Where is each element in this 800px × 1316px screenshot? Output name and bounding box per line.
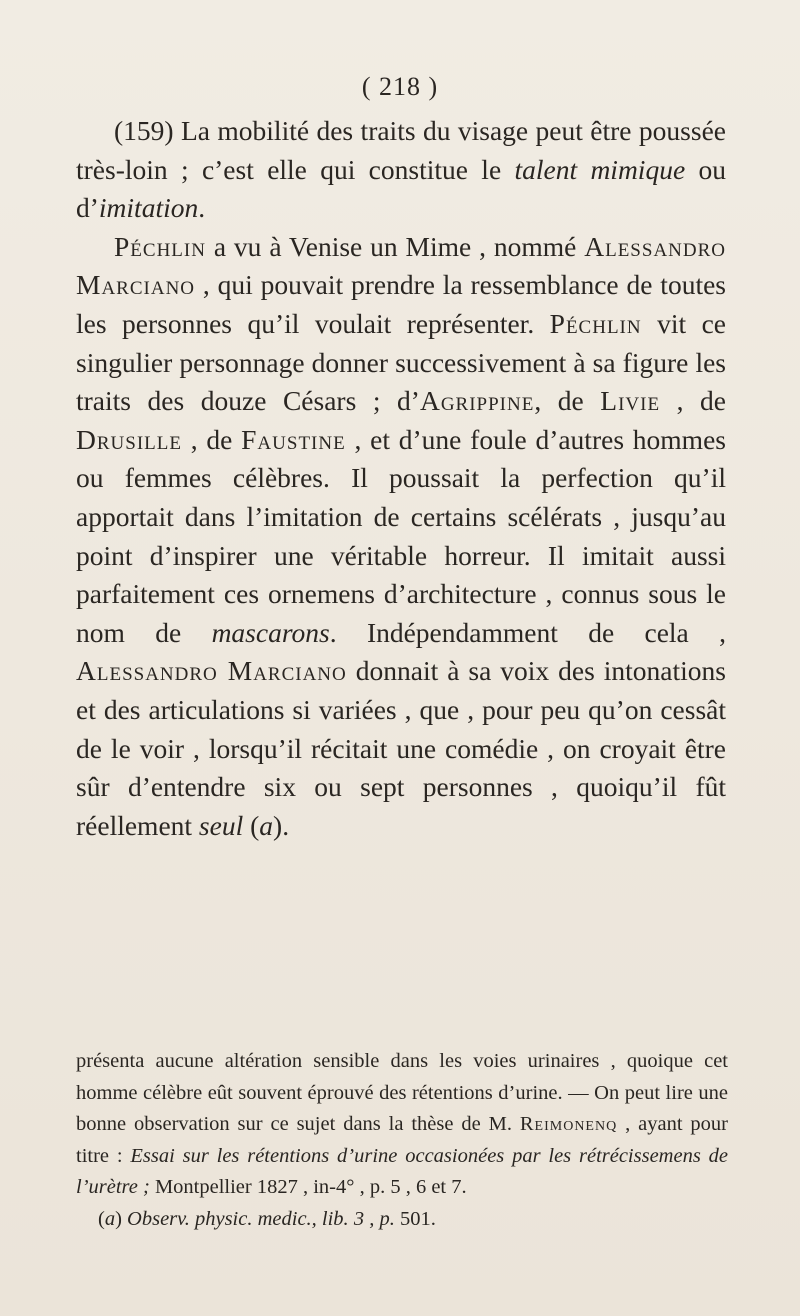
text-run-italic: imitation: [98, 192, 199, 224]
footnote-marker: a: [104, 1207, 116, 1230]
text-run: vit ce singulier personnage donner successivement à sa figure les traits des douze Césars ; d’: [76, 307, 726, 417]
text-run: . Indépendamment de cela ,: [329, 616, 726, 648]
text-run: , ayant pour titre :: [76, 1113, 729, 1167]
text-run: (: [243, 809, 260, 841]
text-run: Montpellier 1827 , in-4° , p. 5 , 6 et 7.: [149, 1176, 467, 1198]
main-text: [76, 112, 726, 845]
name-pechlin: Péchlin: [114, 230, 206, 262]
thesis-title: Essai sur les rétentions d’urine occasionées par les rétrécissemens de l’urètre ;: [76, 1144, 728, 1198]
text-run: , de: [181, 423, 242, 455]
page-number: ( 218 ): [361, 72, 439, 101]
text-run-italic: 3 ,: [348, 1207, 380, 1230]
text-run: 501.: [394, 1207, 436, 1230]
name-agrippine: Agrippine: [419, 385, 535, 417]
text-run-italic: mascarons: [211, 616, 330, 648]
paragraph-159: [76, 112, 726, 228]
footnote-marker: a: [259, 809, 274, 841]
name-alessandro-marciano: Alessandro Marciano: [76, 655, 347, 687]
text-run: donnait à sa voix des intonations et des articulations si variées , que , pour peu qu’on cessât de le voir , lorsqu’il récitait une comédie , on croyait être sûr d’entendre six ou sept personnes , quoiqu’il fût réellement: [76, 655, 726, 841]
text-run: , de: [660, 385, 727, 417]
footnotes: [76, 1046, 728, 1235]
text-run: (: [98, 1207, 105, 1230]
text-run: (159) La mobilité des traits du visage peut être poussée très-loin ; c’est elle qui constitue le: [76, 115, 726, 185]
text-run-italic: seul: [198, 809, 244, 841]
text-run: , de: [534, 385, 601, 417]
footnote-continuation: [76, 1046, 728, 1204]
name-drusille: Drusille: [76, 423, 182, 455]
text-run: , qui pouvait prendre la ressemblance de toutes les personnes qu’il voulait représenter.: [76, 269, 726, 339]
text-run: ou: [685, 153, 726, 185]
text-run: ): [115, 1207, 128, 1230]
name-livie: Livie: [600, 385, 661, 417]
text-run-italic: p.: [379, 1207, 395, 1230]
citation-title: Observ. physic. medic., lib.: [127, 1207, 349, 1230]
text-run: ).: [273, 809, 290, 841]
text-run: a vu à Venise un Mime , nommé: [205, 230, 585, 262]
text-run: d’: [76, 192, 99, 224]
text-run: présenta aucune altération sensible dans les voies urinaires , quoique cet homme célèbre eût souvent éprouvé des rétentions d’urine. — On peut lire une bonne observation sur ce sujet dans la thèse de M.: [76, 1050, 728, 1135]
text-run: , et d’une foule d’autres hommes ou femmes célèbres. Il poussait la perfection qu’il apportait dans l’imitation de certains scélérats , jusqu’au point d’inspirer une véritable horreur. Il imitait aussi parfaitement ces ornemens d’architecture , connus sous le nom de: [76, 423, 726, 648]
paragraph-pechlin: [76, 228, 726, 846]
name-pechlin: Péchlin: [549, 307, 642, 339]
name-alessandro-marciano: Alessandro Marciano: [76, 230, 726, 301]
footnote-a: [76, 1204, 728, 1236]
text-run-italic: talent mimique: [514, 153, 686, 185]
name-reimonenq: Reimonenq: [519, 1113, 618, 1135]
text-run: .: [198, 192, 206, 224]
name-faustine: Faustine: [241, 423, 346, 455]
